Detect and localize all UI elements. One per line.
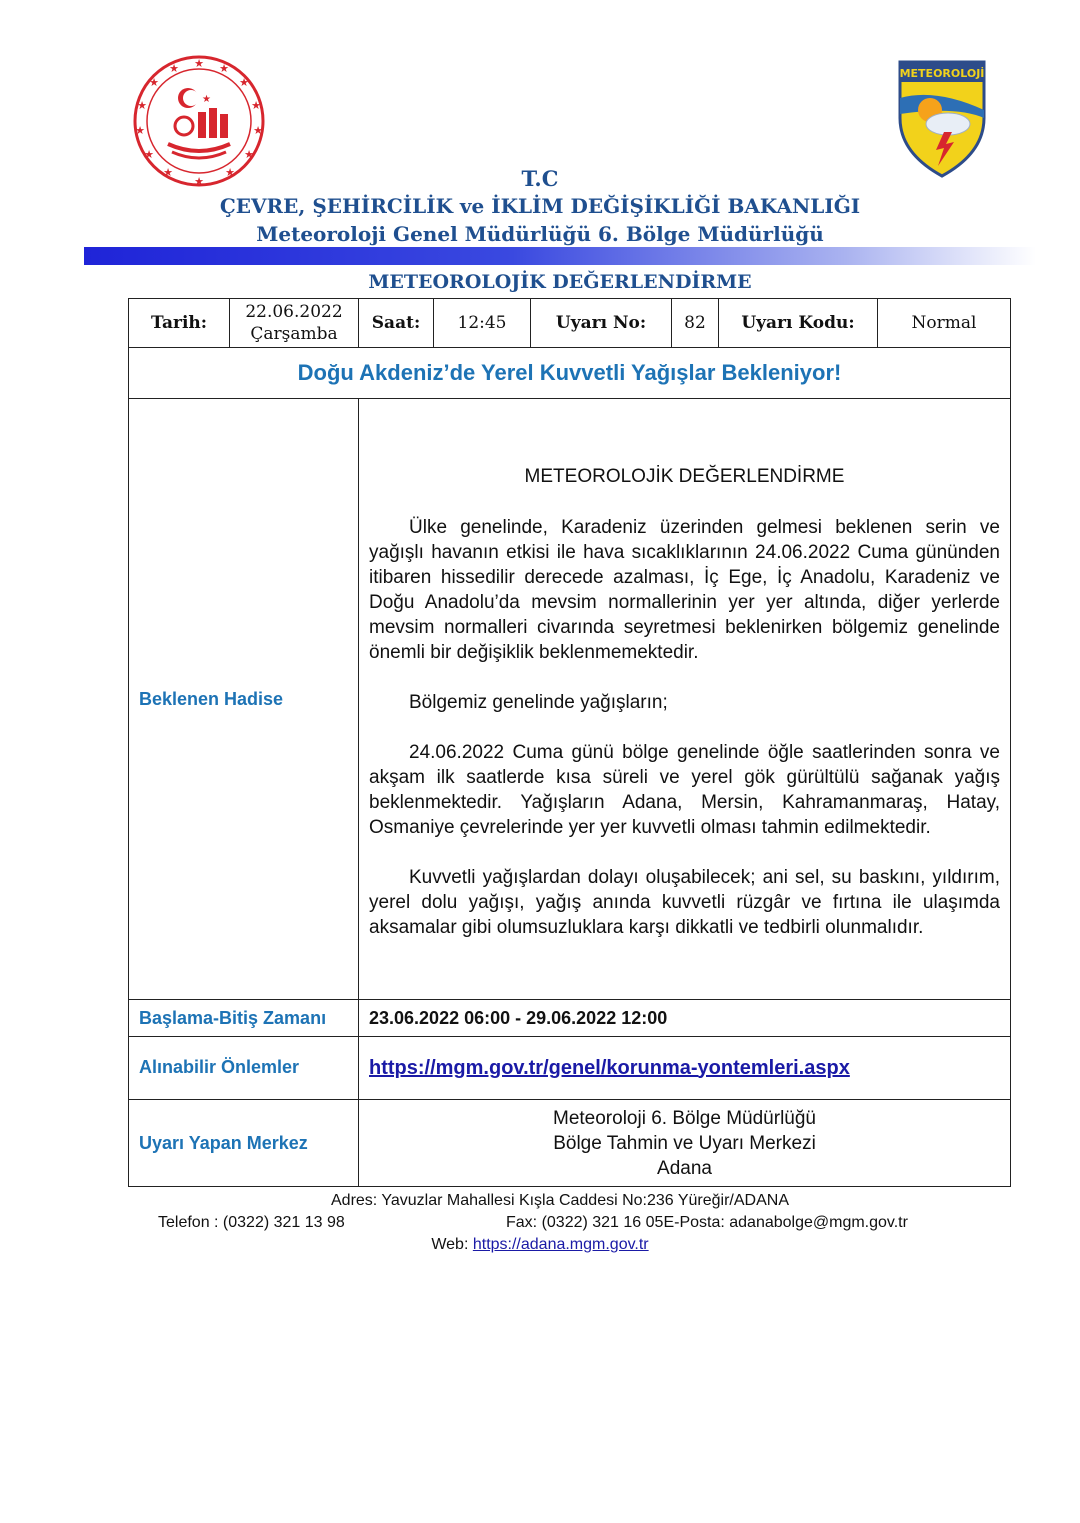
merkez-line: Adana [657, 1157, 712, 1179]
uyari-kodu-value: Normal [911, 313, 977, 333]
meteoroloji-emblem [896, 58, 988, 178]
zaman-value: 23.06.2022 06:00 - 29.06.2022 12:00 [359, 1000, 1011, 1037]
merkez-line: Meteoroloji 6. Bölge Müdürlüğü [553, 1107, 816, 1129]
uyari-kodu-label: Uyarı Kodu: [719, 299, 878, 347]
svg-text:★: ★ [253, 124, 263, 137]
svg-text:★: ★ [251, 99, 261, 112]
merkez-label: Uyarı Yapan Merkez [129, 1100, 359, 1187]
tarih-value [230, 299, 359, 347]
footer-web-link[interactable]: https://adana.mgm.gov.tr [472, 1236, 649, 1253]
ministry-name: ÇEVRE, ŞEHİRCİLİK ve İKLİM DEĞİŞİKLİĞİ BAKANLIĞI [219, 194, 861, 218]
svg-text:★: ★ [244, 148, 254, 161]
warning-table [128, 298, 1011, 1187]
warning-headline: Doğu Akdeniz’de Yerel Kuvvetli Yağışlar Bekleniyor! [129, 348, 1011, 399]
hadise-paragraph: 24.06.2022 Cuma günü bölge genelinde öğle saatlerinden sonra ve akşam ilk saatlerde kısa süreli ve yerel gök gürültülü sağanak yağış beklenmektedir. Yağışların Adana, Mersin, Kahramanmaraş, Hatay, Osmaniye çevrelerinde yer yer kuvvetli olması tahmin edilmektedir. [369, 742, 1000, 838]
department-name: Meteoroloji Genel Müdürlüğü 6. Bölge Müdürlüğü [256, 222, 824, 246]
hadise-paragraph: Kuvvetli yağışlardan dolayı oluşabilecek; ani sel, su baskını, yıldırım, yerel dolu yağışı, yağış anında kuvvetli rüzgâr ve fırtına ile ulaşımda aksamalar gibi olumsuzluklara karşı dikkatli ve tedbirli olunmalıdır. [369, 867, 1000, 938]
svg-text:★: ★ [194, 57, 204, 70]
saat-value: 12:45 [434, 299, 531, 347]
svg-text:METEOROLOJİ: METEOROLOJİ [899, 67, 985, 80]
svg-text:★: ★ [135, 124, 145, 137]
footer-web [0, 1236, 1080, 1254]
svg-text:★: ★ [144, 148, 154, 161]
tarih-day: Çarşamba [250, 324, 338, 344]
footer-web-label: Web: [431, 1236, 473, 1253]
svg-text:★: ★ [149, 76, 159, 89]
hadise-title: METEOROLOJİK DEĞERLENDİRME [524, 466, 845, 487]
zaman-label: Başlama-Bitiş Zamanı [129, 1000, 359, 1037]
svg-text:★: ★ [163, 166, 173, 179]
onlemler-link[interactable]: https://mgm.gov.tr/genel/korunma-yontemleri.aspx [369, 1056, 850, 1079]
svg-text:★: ★ [169, 62, 179, 75]
hadise-label: Beklenen Hadise [129, 399, 359, 1000]
hadise-content [359, 399, 1011, 1000]
uyari-no-label: Uyarı No: [531, 299, 672, 347]
footer-fax-email: Fax: (0322) 321 16 05E-Posta: adanabolge@mgm.gov.tr [506, 1214, 908, 1231]
footer-address: Adres: Yavuzlar Mahallesi Kışla Caddesi No:236 Yüreğir/ADANA [331, 1192, 789, 1209]
svg-text:★: ★ [219, 62, 229, 75]
tarih-date: 22.06.2022 [245, 302, 343, 322]
footer-telefon: Telefon : (0322) 321 13 98 [158, 1214, 345, 1231]
document-title: METEOROLOJİK DEĞERLENDİRME [368, 271, 752, 293]
merkez-cell [359, 1100, 1011, 1187]
onlemler-label: Alınabilir Önlemler [129, 1037, 359, 1100]
hadise-paragraph: Ülke genelinde, Karadeniz üzerinden gelmesi beklenen serin ve yağışlı havanın etkisi ile hava sıcaklıklarının 24.06.2022 Cuma gününden itibaren hissedilir derecede azalması, İç Ege, İç Anadolu, Karadeniz ve Doğu Anadolu’da mevsim normallerinin yer yer altında, diğer yerlerde mevsim normalleri civarında seyretmesi beklenirken bölgemiz genelinde önemli bir değişiklik beklenmemektedir. [369, 517, 1000, 663]
saat-label: Saat: [359, 299, 434, 347]
svg-text:★: ★ [202, 94, 211, 105]
uyari-no-value: 82 [672, 299, 719, 347]
svg-text:★: ★ [194, 175, 204, 188]
header-tc: T.C [521, 166, 559, 191]
onlemler-cell [359, 1037, 1011, 1100]
svg-text:★: ★ [137, 99, 147, 112]
tarih-label: Tarih: [129, 299, 230, 347]
meta-row [129, 299, 1011, 348]
hadise-paragraph: Bölgemiz genelinde yağışların; [409, 692, 668, 713]
header-gradient-bar [84, 247, 1036, 265]
svg-text:★: ★ [225, 166, 235, 179]
svg-text:★: ★ [239, 76, 249, 89]
merkez-line: Bölge Tahmin ve Uyarı Merkezi [553, 1132, 816, 1154]
